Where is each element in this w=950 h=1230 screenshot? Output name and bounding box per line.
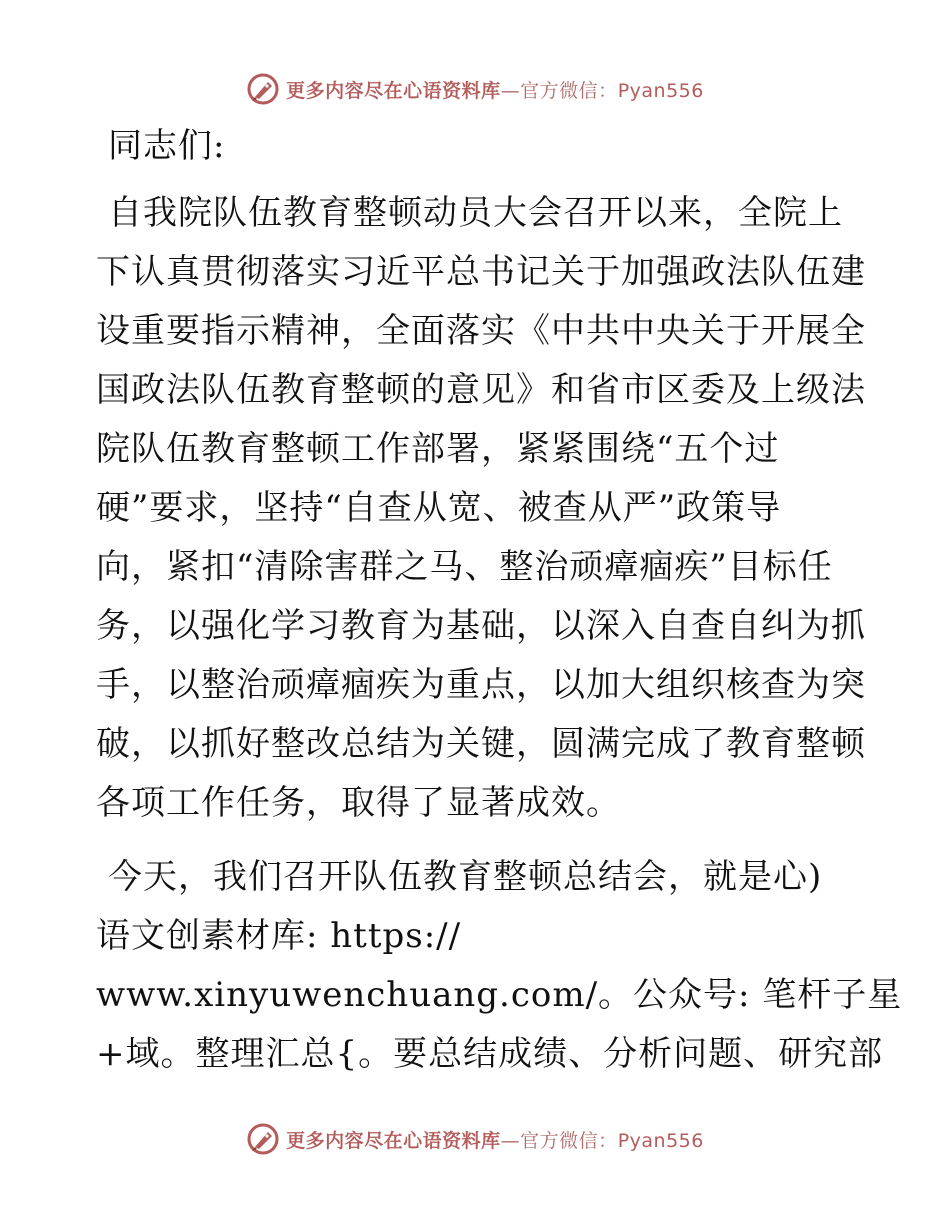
document-body	[96, 117, 903, 1084]
watermark-text	[286, 76, 704, 103]
paragraph1-line: 自我院队伍教育整顿动员大会召开以来，全院上	[108, 193, 843, 233]
watermark-wechat-label: 官方微信：	[520, 1129, 618, 1152]
pen-nib-logo-icon	[246, 72, 280, 106]
paragraph2-line: +域。整理汇总{。要总结成绩、分析问题、研究部	[96, 1034, 884, 1074]
watermark-dash: —	[500, 1129, 521, 1152]
paragraph1-line: 国政法队伍教育整顿的意见》和省市区委及上级法	[96, 370, 866, 410]
watermark-text	[286, 1126, 704, 1153]
paragraph2-line: 语文创素材库: https://	[96, 916, 462, 956]
paragraph1-line: 设重要指示精神，全面落实《中共中央关于开展全	[96, 311, 866, 351]
paragraph1-line: 各项工作任务，取得了显著成效。	[96, 783, 621, 823]
paragraph1-line: 向，紧扣“清除害群之马、整治顽瘴痼疾”目标任	[96, 547, 833, 587]
watermark-brand: 更多内容尽在心语资料库	[286, 1129, 501, 1152]
paragraph1-line: 硬”要求，坚持“自查从宽、被查从严”政策导	[96, 488, 782, 528]
paragraph1-line: 下认真贯彻落实习近平总书记关于加强政法队伍建	[96, 252, 866, 292]
paragraph1-line: 务，以强化学习教育为基础，以深入自查自纠为抓	[96, 606, 866, 646]
footer-watermark	[0, 1122, 950, 1156]
paragraph1-line: 院队伍教育整顿工作部署，紧紧围绕“五个过	[96, 429, 780, 469]
paragraph1-line: 破，以抓好整改总结为关键，圆满完成了教育整顿	[96, 724, 866, 764]
watermark-wechat-label: 官方微信：	[520, 79, 618, 102]
watermark-wechat-id: Pyan556	[617, 79, 704, 102]
watermark-wechat-id: Pyan556	[617, 1129, 704, 1152]
salutation: 同志们:	[108, 126, 226, 166]
watermark-brand: 更多内容尽在心语资料库	[286, 79, 501, 102]
paragraph2-line: 今天，我们召开队伍教育整顿总结会，就是心)	[108, 857, 823, 897]
paragraph1-line: 手，以整治顽瘴痼疾为重点，以加大组织核查为突	[96, 665, 866, 705]
paragraph2-line: www.xinyuwenchuang.com/。公众号: 笔杆子星	[96, 975, 903, 1015]
watermark-dash: —	[500, 79, 521, 102]
pen-nib-logo-icon	[246, 1122, 280, 1156]
header-watermark	[0, 72, 950, 106]
